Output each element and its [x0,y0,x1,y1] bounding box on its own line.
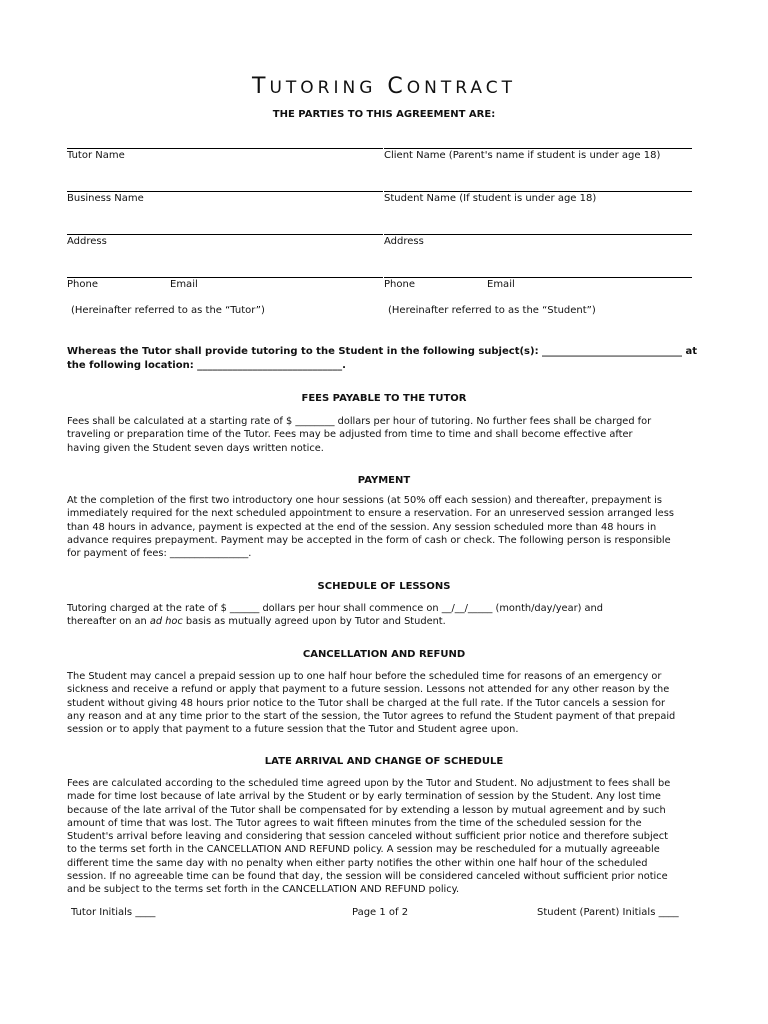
title-rest-1: UTORING [269,78,377,98]
field-label: Client Name (Parent's name if student is under age 18) [384,150,661,161]
tutor-note: (Hereinafter referred to as the “Tutor”) [71,305,265,316]
section-body-fees [67,415,702,455]
body-line: for payment of fees: ________________. [67,548,252,560]
title-rest-2: ONTRACT [406,78,516,98]
section-heading-cancellation: CANCELLATION AND REFUND [302,649,466,660]
section-heading-late-arrival: LATE ARRIVAL AND CHANGE OF SCHEDULE [264,756,504,767]
body-line: than 48 hours in advance, payment is expected at the end of the session. Any session scheduled more than 48 hours in [67,521,657,533]
title-cap-2: C [387,74,407,99]
section-body-schedule [67,602,702,629]
student-name-field[interactable] [384,191,692,207]
ad-hoc-emphasis: ad hoc [149,616,183,628]
student-phone-email-field[interactable] [384,277,692,293]
section-heading-schedule: SCHEDULE OF LESSONS [317,581,451,592]
body-line: The Student may cancel a prepaid session up to one half hour before the scheduled time for reasons of an emergency or [67,671,662,682]
body-line: immediately required for the next scheduled appointment to ensure a reservation. For an unreserved session arranged less [67,508,674,520]
page-number: Page 1 of 2 [352,907,409,918]
body-line: session. If no agreeable time can be found that day, the session will be considered canceled without sufficient prior notice [67,871,668,883]
body-line: advance requires prepayment. Payment may be accepted in the form of cash or check. The following person is responsible [67,534,671,546]
body-line: and be subject to the terms set forth in the CANCELLATION AND REFUND policy. [67,884,460,896]
body-line: because of the late arrival of the Tutor shall be compensated for by extending a lesson by mutual agreement and by such [67,804,666,816]
body-line: Fees are calculated according to the scheduled time agreed upon by the Tutor and Student. No adjustment to fees shall be [67,778,671,789]
body-line: having given the Student seven days written notice. [67,442,324,454]
body-line: session or to apply that payment to a future session that the Tutor and Student agree upon. [67,724,519,736]
title-cap-1: T [252,74,270,99]
body-line: to the terms set forth in the CANCELLATION AND REFUND policy. A session may be rescheduled for a mutually agreeable [67,844,660,856]
section-body-cancellation [67,670,702,736]
field-sublabel: Email [170,279,198,290]
body-line: sickness and receive a refund or apply that payment to a future session. Lessons not attended for any other reason by the [67,684,670,696]
parties-heading: THE PARTIES TO THIS AGREEMENT ARE: [272,109,496,120]
body-line: Fees shall be calculated at a starting rate of $ ________ dollars per hour of tutoring. No further fees shall be charged for [67,416,652,427]
page-title [0,74,768,99]
section-body-late-arrival [67,777,702,897]
tutor-address-field[interactable] [67,234,383,250]
section-heading-fees: FEES PAYABLE TO THE TUTOR [301,393,467,404]
business-name-field[interactable] [67,191,383,207]
field-label: Address [384,236,424,247]
field-label: Tutor Name [67,150,125,161]
tutor-initials[interactable]: Tutor Initials ____ [71,907,156,918]
field-label: Phone [67,279,98,290]
body-line: made for time lost because of late arrival by the Student or by early termination of session by the Student. Any lost time [67,791,661,803]
tutor-phone-email-field[interactable] [67,277,383,293]
body-line: amount of time that was lost. The Tutor agrees to wait fifteen minutes from the time of the scheduled session for the [67,817,642,829]
body-line: Student's arrival before leaving and considering that session canceled without sufficient prior notice and therefore subject [67,831,668,843]
whereas-line: Whereas the Tutor shall provide tutoring to the Student in the following subject(s): ____________________________ at [67,346,698,357]
body-line: traveling or preparation time of the Tutor. Fees may be adjusted from time to time and shall become effective after [67,429,633,441]
section-heading-payment: PAYMENT [357,475,411,486]
field-label: Business Name [67,193,144,204]
field-label: Phone [384,279,415,290]
section-body-payment [67,494,702,560]
body-line: thereafter on an ad hoc basis as mutually agreed upon by Tutor and Student. [67,616,446,628]
tutor-name-field[interactable] [67,148,383,164]
body-line: student without giving 48 hours prior notice to the Tutor shall be charged at the full rate. If the Tutor cancels a session for [67,697,665,709]
student-address-field[interactable] [384,234,692,250]
body-line: any reason and at any time prior to the start of the session, the Tutor agrees to refund the Student payment of that prepaid [67,710,676,722]
student-initials[interactable]: Student (Parent) Initials ____ [537,907,679,918]
whereas-line: the following location: _____________________________. [67,360,346,371]
student-note: (Hereinafter referred to as the “Student”) [388,305,596,316]
field-label: Address [67,236,107,247]
body-line: different time the same day with no penalty when either party notifies the other within one half hour of the scheduled [67,857,648,869]
field-sublabel: Email [487,279,515,290]
whereas-clause [67,345,703,373]
body-line: At the completion of the first two introductory one hour sessions (at 50% off each session) and thereafter, prepayment is [67,495,662,506]
body-line: Tutoring charged at the rate of $ ______ dollars per hour shall commence on __/__/_____ (month/day/year) and [67,603,603,614]
client-name-field[interactable] [384,148,692,164]
field-label: Student Name (If student is under age 18) [384,193,597,204]
